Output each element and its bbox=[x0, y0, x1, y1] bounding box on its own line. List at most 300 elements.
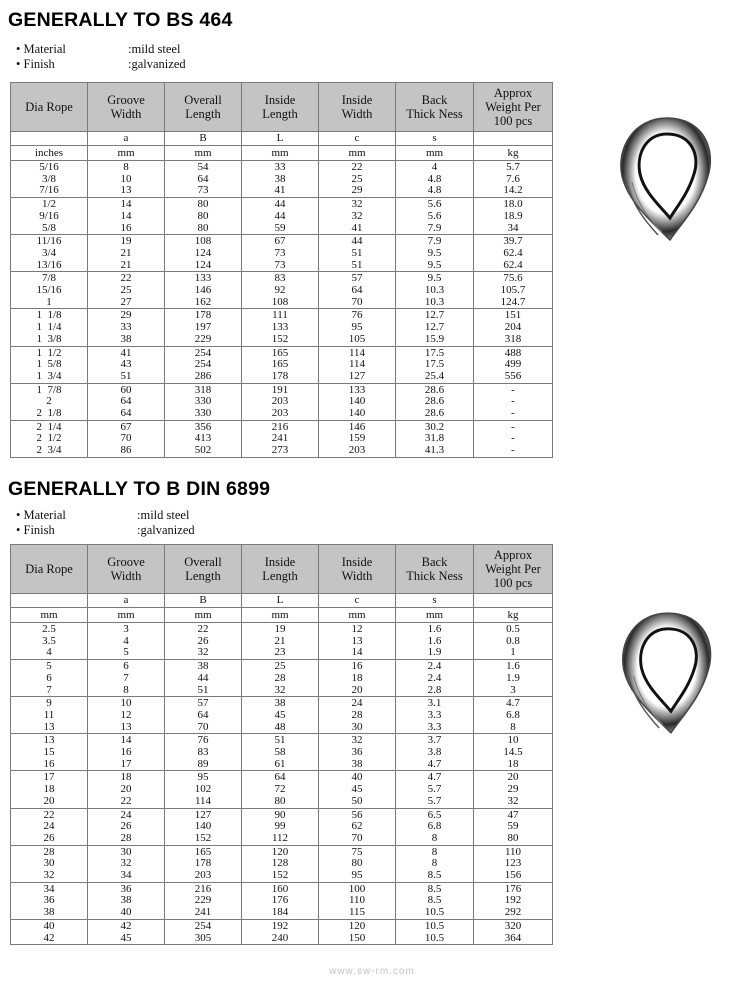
table-cell bbox=[165, 309, 242, 346]
cell-value: 18 bbox=[43, 783, 55, 796]
cell-value: 140 bbox=[194, 820, 212, 833]
table-row-group bbox=[11, 272, 553, 309]
cell-value: 10 bbox=[120, 172, 132, 185]
cell-value: 44 bbox=[197, 671, 209, 684]
cell-value: 40 bbox=[120, 906, 132, 919]
cell-value: 32 bbox=[351, 734, 363, 747]
cell-value: 80 bbox=[351, 857, 363, 870]
table-cell bbox=[319, 272, 396, 309]
cell-value: 40 bbox=[43, 919, 55, 932]
cell-value: 62 bbox=[351, 820, 363, 833]
cell-value: 5.7 bbox=[427, 783, 442, 796]
cell-value: 176 bbox=[504, 882, 522, 895]
table-cell bbox=[11, 845, 88, 882]
cell-value: 4.7 bbox=[506, 697, 520, 710]
column-header: Dia Rope bbox=[11, 83, 88, 132]
cell-value: 13 bbox=[351, 634, 363, 647]
table-cell bbox=[474, 808, 553, 845]
table-cell bbox=[242, 919, 319, 944]
unit-cell: mm bbox=[88, 146, 165, 161]
cell-value: 51 bbox=[197, 683, 209, 696]
cell-value: 8.5 bbox=[427, 869, 442, 882]
table-cell bbox=[474, 771, 553, 808]
cell-value: 6.5 bbox=[427, 808, 442, 821]
cell-value: 38 bbox=[43, 906, 55, 919]
unit-cell: mm bbox=[242, 608, 319, 623]
cell-value: 146 bbox=[348, 420, 366, 433]
symbol-cell: c bbox=[319, 132, 396, 146]
table-cell bbox=[319, 771, 396, 808]
unit-row bbox=[11, 146, 553, 161]
symbol-cell bbox=[11, 132, 88, 146]
cell-value: 22 bbox=[120, 794, 132, 807]
table-row-group bbox=[11, 420, 553, 457]
cell-value: 286 bbox=[194, 369, 212, 382]
cell-value: 38 bbox=[120, 332, 132, 345]
table-cell bbox=[11, 808, 88, 845]
cell-value: 123 bbox=[504, 857, 522, 870]
table-cell bbox=[319, 919, 396, 944]
column-header: Groove Width bbox=[88, 83, 165, 132]
table-row-group bbox=[11, 346, 553, 383]
cell-value: 62.4 bbox=[503, 246, 523, 259]
cell-value: 1.6 bbox=[427, 634, 442, 647]
table-cell bbox=[396, 309, 474, 346]
table-cell bbox=[88, 808, 165, 845]
cell-value: 76 bbox=[351, 309, 363, 322]
cell-value: 13 bbox=[43, 734, 55, 747]
table-cell bbox=[165, 383, 242, 420]
table-cell bbox=[165, 161, 242, 198]
cell-value: 64 bbox=[351, 284, 363, 297]
table-cell bbox=[11, 235, 88, 272]
unit-cell: mm bbox=[242, 146, 319, 161]
cell-value: 273 bbox=[271, 444, 289, 457]
cell-value: 2 1/8 bbox=[36, 407, 62, 420]
cell-value: 4.8 bbox=[427, 172, 442, 185]
section-title-bs464: GENERALLY TO BS 464 bbox=[8, 9, 233, 31]
cell-value: 32 bbox=[197, 646, 209, 659]
cell-value: 162 bbox=[194, 295, 212, 308]
cell-value: 4 bbox=[431, 161, 438, 173]
cell-value: 45 bbox=[351, 783, 363, 796]
cell-value: 10.5 bbox=[424, 931, 445, 944]
cell-value: 1 1/4 bbox=[36, 321, 62, 334]
cell-value: 38 bbox=[351, 757, 363, 770]
table-cell bbox=[88, 383, 165, 420]
cell-value: 318 bbox=[194, 383, 212, 396]
symbol-cell bbox=[11, 594, 88, 608]
table-cell bbox=[88, 845, 165, 882]
cell-value: 21 bbox=[274, 634, 286, 647]
unit-cell: mm bbox=[88, 608, 165, 623]
cell-value: 2 1/4 bbox=[36, 420, 62, 433]
finish-value: :galvanized bbox=[137, 523, 195, 537]
cell-value: 13 bbox=[43, 720, 55, 733]
cell-value: 28 bbox=[43, 845, 55, 858]
cell-value: 192 bbox=[271, 919, 289, 932]
cell-value: 3.7 bbox=[427, 734, 442, 747]
column-header: Dia Rope bbox=[11, 545, 88, 594]
table-cell bbox=[11, 771, 88, 808]
table-cell bbox=[319, 808, 396, 845]
cell-value: 51 bbox=[351, 258, 363, 271]
column-header: Inside Length bbox=[242, 83, 319, 132]
cell-value: 64 bbox=[120, 407, 132, 420]
cell-value: 165 bbox=[271, 346, 289, 359]
cell-value: 8 bbox=[431, 845, 438, 858]
cell-value: 44 bbox=[351, 235, 363, 248]
cell-value: 80 bbox=[507, 831, 519, 844]
table-row-group bbox=[11, 845, 553, 882]
cell-value: 4.7 bbox=[427, 771, 442, 784]
cell-value: 72 bbox=[274, 783, 286, 796]
table-cell bbox=[88, 198, 165, 235]
cell-value: 61 bbox=[274, 757, 286, 770]
cell-value: 57 bbox=[351, 272, 363, 285]
table-cell bbox=[242, 697, 319, 734]
cell-value: 54 bbox=[197, 161, 209, 173]
cell-value: 30 bbox=[351, 720, 363, 733]
cell-value: 16 bbox=[120, 746, 132, 759]
cell-value: 292 bbox=[504, 906, 522, 919]
finish-label: • Finish bbox=[16, 523, 55, 537]
cell-value: 38 bbox=[120, 894, 132, 907]
symbol-cell: c bbox=[319, 594, 396, 608]
table-cell bbox=[396, 882, 474, 919]
cell-value: 25 bbox=[120, 284, 132, 297]
cell-value: 41 bbox=[274, 184, 286, 197]
cell-value: - bbox=[511, 432, 515, 445]
symbol-row bbox=[11, 594, 553, 608]
table-cell bbox=[474, 235, 553, 272]
cell-value: 7.6 bbox=[506, 172, 520, 185]
cell-value: 2 bbox=[46, 395, 52, 408]
unit-cell: kg bbox=[474, 608, 553, 623]
cell-value: 5 bbox=[123, 646, 129, 659]
column-header: Approx Weight Per 100 pcs bbox=[474, 83, 553, 132]
cell-value: 165 bbox=[194, 845, 212, 858]
cell-value: 17 bbox=[43, 771, 55, 784]
cell-value: 64 bbox=[274, 771, 286, 784]
cell-value: 152 bbox=[271, 869, 289, 882]
cell-value: 67 bbox=[274, 235, 286, 248]
cell-value: 8 bbox=[123, 683, 129, 696]
cell-value: 32 bbox=[120, 857, 132, 870]
cell-value: 75 bbox=[351, 845, 363, 858]
cell-value: 1 7/8 bbox=[36, 383, 62, 396]
table-cell bbox=[396, 771, 474, 808]
cell-value: 28 bbox=[351, 708, 363, 721]
column-header: Inside Width bbox=[319, 545, 396, 594]
cell-value: 108 bbox=[271, 295, 289, 308]
table-cell bbox=[242, 882, 319, 919]
footer-url: www.sw-rm.com bbox=[329, 966, 415, 977]
cell-value: 3/4 bbox=[41, 246, 57, 259]
table-cell bbox=[396, 198, 474, 235]
cell-value: 6 bbox=[123, 660, 129, 673]
cell-value: 197 bbox=[194, 321, 212, 334]
table-cell bbox=[242, 346, 319, 383]
cell-value: 191 bbox=[271, 383, 289, 396]
table-cell bbox=[11, 623, 88, 660]
cell-value: 146 bbox=[194, 284, 212, 297]
column-header: Inside Length bbox=[242, 545, 319, 594]
table-cell bbox=[11, 697, 88, 734]
table-cell bbox=[165, 346, 242, 383]
cell-value: 16 bbox=[351, 660, 363, 673]
cell-value: 8 bbox=[510, 720, 516, 733]
cell-value: 32 bbox=[351, 209, 363, 222]
cell-value: 1 1/2 bbox=[36, 346, 62, 359]
cell-value: 114 bbox=[348, 358, 366, 371]
cell-value: 16 bbox=[43, 757, 55, 770]
cell-value: 28.6 bbox=[424, 395, 445, 408]
table-cell bbox=[396, 235, 474, 272]
cell-value: 83 bbox=[197, 746, 209, 759]
symbol-cell: B bbox=[165, 594, 242, 608]
cell-value: 70 bbox=[120, 432, 132, 445]
cell-value: 43 bbox=[120, 358, 132, 371]
table-cell bbox=[165, 623, 242, 660]
table-row-group bbox=[11, 660, 553, 697]
cell-value: 70 bbox=[351, 295, 363, 308]
cell-value: 45 bbox=[274, 708, 286, 721]
finish-label: • Finish bbox=[16, 57, 55, 71]
cell-value: 50 bbox=[351, 794, 363, 807]
cell-value: - bbox=[511, 407, 515, 420]
column-header: Back Thick Ness bbox=[396, 545, 474, 594]
table-row-group bbox=[11, 161, 553, 198]
table-cell bbox=[11, 882, 88, 919]
table-cell bbox=[242, 623, 319, 660]
cell-value: 20 bbox=[120, 783, 132, 796]
cell-value: 64 bbox=[197, 172, 209, 185]
cell-value: 14.2 bbox=[503, 184, 523, 197]
cell-value: 241 bbox=[194, 906, 212, 919]
table-cell bbox=[165, 771, 242, 808]
cell-value: 13 bbox=[120, 184, 132, 197]
cell-value: 9.5 bbox=[427, 258, 442, 271]
cell-value: 5/8 bbox=[41, 221, 57, 234]
cell-value: 33 bbox=[120, 321, 132, 334]
cell-value: 32 bbox=[507, 794, 519, 807]
table-row-group bbox=[11, 882, 553, 919]
cell-value: 18 bbox=[351, 671, 363, 684]
cell-value: 20 bbox=[507, 771, 519, 784]
table-cell bbox=[11, 346, 88, 383]
thimble-image-icon bbox=[612, 110, 722, 245]
cell-value: 5.7 bbox=[427, 794, 442, 807]
cell-value: 178 bbox=[271, 369, 289, 382]
cell-value: 1.9 bbox=[506, 671, 520, 684]
cell-value: 1 3/4 bbox=[36, 369, 62, 382]
cell-value: 320 bbox=[504, 919, 522, 932]
material-label: • Material bbox=[16, 42, 66, 56]
cell-value: 17.5 bbox=[424, 346, 445, 359]
unit-cell: mm bbox=[165, 608, 242, 623]
table-cell bbox=[88, 235, 165, 272]
cell-value: 5.6 bbox=[427, 209, 442, 222]
cell-value: 9.5 bbox=[427, 246, 442, 259]
cell-value: 7/8 bbox=[41, 272, 57, 285]
column-header: Approx Weight Per 100 pcs bbox=[474, 545, 553, 594]
table-cell bbox=[242, 272, 319, 309]
material-value: :mild steel bbox=[137, 508, 190, 522]
thimble-image-icon bbox=[614, 604, 722, 739]
cell-value: 80 bbox=[197, 221, 209, 234]
cell-value: 254 bbox=[194, 346, 212, 359]
symbol-cell: s bbox=[396, 594, 474, 608]
cell-value: 364 bbox=[504, 931, 522, 944]
cell-value: 28.6 bbox=[424, 407, 445, 420]
symbol-cell bbox=[474, 132, 553, 146]
cell-value: 34 bbox=[120, 869, 132, 882]
cell-value: 25 bbox=[274, 660, 286, 673]
cell-value: 29 bbox=[351, 184, 363, 197]
table-cell bbox=[396, 660, 474, 697]
cell-value: 192 bbox=[504, 894, 522, 907]
table-cell bbox=[242, 845, 319, 882]
cell-value: 12.7 bbox=[424, 321, 445, 334]
table-cell bbox=[396, 383, 474, 420]
cell-value: 28.6 bbox=[424, 383, 445, 396]
cell-value: 0.5 bbox=[506, 623, 520, 635]
cell-value: 2.4 bbox=[427, 660, 442, 673]
cell-value: 133 bbox=[348, 383, 366, 396]
table-row-group bbox=[11, 309, 553, 346]
column-header: Overall Length bbox=[165, 545, 242, 594]
unit-cell: mm bbox=[396, 146, 474, 161]
cell-value: 128 bbox=[271, 857, 289, 870]
cell-value: 45 bbox=[120, 931, 132, 944]
cell-value: 58 bbox=[274, 746, 286, 759]
cell-value: 34 bbox=[507, 221, 519, 234]
cell-value: 26 bbox=[120, 820, 132, 833]
cell-value: 19 bbox=[120, 235, 132, 248]
cell-value: 51 bbox=[274, 734, 286, 747]
cell-value: 488 bbox=[504, 346, 522, 359]
table-cell bbox=[88, 161, 165, 198]
cell-value: 3.8 bbox=[427, 746, 442, 759]
cell-value: 112 bbox=[271, 831, 289, 844]
cell-value: 178 bbox=[194, 309, 212, 322]
cell-value: 556 bbox=[504, 369, 522, 382]
cell-value: 15.9 bbox=[424, 332, 445, 345]
table-cell bbox=[319, 420, 396, 457]
cell-value: 151 bbox=[504, 309, 522, 322]
table-cell bbox=[474, 660, 553, 697]
cell-value: 20 bbox=[351, 683, 363, 696]
cell-value: 5.6 bbox=[427, 198, 442, 211]
table-cell bbox=[88, 623, 165, 660]
cell-value: 6.8 bbox=[506, 708, 520, 721]
cell-value: 140 bbox=[348, 407, 366, 420]
table-cell bbox=[396, 272, 474, 309]
cell-value: 95 bbox=[351, 869, 363, 882]
header-row bbox=[11, 83, 553, 132]
cell-value: 42 bbox=[120, 919, 132, 932]
table-row-group bbox=[11, 697, 553, 734]
cell-value: 14 bbox=[351, 646, 363, 659]
cell-value: 6.8 bbox=[427, 820, 442, 833]
table-cell bbox=[11, 198, 88, 235]
table-cell bbox=[242, 420, 319, 457]
cell-value: 203 bbox=[271, 407, 289, 420]
cell-value: 64 bbox=[120, 395, 132, 408]
cell-value: 10 bbox=[507, 734, 519, 747]
table-row-group bbox=[11, 808, 553, 845]
symbol-cell: a bbox=[88, 132, 165, 146]
cell-value: 64 bbox=[197, 708, 209, 721]
cell-value: 1.6 bbox=[506, 660, 520, 673]
cell-value: 44 bbox=[274, 198, 286, 211]
table-row-group bbox=[11, 771, 553, 808]
table-cell bbox=[242, 383, 319, 420]
cell-value: 38 bbox=[274, 697, 286, 710]
cell-value: 10.3 bbox=[424, 295, 445, 308]
cell-value: 4.8 bbox=[427, 184, 442, 197]
cell-value: 178 bbox=[194, 857, 212, 870]
cell-value: 83 bbox=[274, 272, 286, 285]
cell-value: 1 3/8 bbox=[36, 332, 62, 345]
table-cell bbox=[165, 882, 242, 919]
table-cell bbox=[396, 845, 474, 882]
cell-value: 15/16 bbox=[36, 284, 62, 297]
cell-value: 1/2 bbox=[41, 198, 57, 211]
cell-value: 240 bbox=[271, 931, 289, 944]
cell-value: 7/16 bbox=[39, 184, 59, 197]
cell-value: 3/8 bbox=[41, 172, 57, 185]
cell-value: 95 bbox=[197, 771, 209, 784]
table-cell bbox=[319, 346, 396, 383]
cell-value: 73 bbox=[197, 184, 209, 197]
table-cell bbox=[474, 309, 553, 346]
cell-value: 2.8 bbox=[427, 683, 442, 696]
unit-cell: inches bbox=[11, 146, 88, 161]
cell-value: 254 bbox=[194, 358, 212, 371]
table-cell bbox=[242, 161, 319, 198]
cell-value: 1.9 bbox=[427, 646, 442, 659]
table-cell bbox=[165, 235, 242, 272]
table-cell bbox=[88, 272, 165, 309]
cell-value: 8 bbox=[431, 831, 438, 844]
cell-value: 1.6 bbox=[427, 623, 442, 635]
table-cell bbox=[242, 808, 319, 845]
cell-value: 216 bbox=[271, 420, 289, 433]
cell-value: 184 bbox=[271, 906, 289, 919]
cell-value: 111 bbox=[272, 309, 288, 322]
cell-value: 10.3 bbox=[424, 284, 445, 297]
cell-value: 44 bbox=[274, 209, 286, 222]
cell-value: 33 bbox=[274, 161, 286, 173]
cell-value: 90 bbox=[274, 808, 286, 821]
cell-value: 92 bbox=[274, 284, 286, 297]
column-header: Groove Width bbox=[88, 545, 165, 594]
cell-value: 32 bbox=[351, 198, 363, 211]
table-cell bbox=[88, 882, 165, 919]
symbol-cell: B bbox=[165, 132, 242, 146]
cell-value: 1 5/8 bbox=[36, 358, 62, 371]
cell-value: 30.2 bbox=[424, 420, 445, 433]
cell-value: 4 bbox=[46, 646, 52, 659]
cell-value: 75.6 bbox=[503, 272, 523, 285]
cell-value: 11 bbox=[43, 708, 55, 721]
cell-value: 356 bbox=[194, 420, 212, 433]
cell-value: 5/16 bbox=[39, 161, 59, 173]
table-cell bbox=[474, 623, 553, 660]
cell-value: 1 bbox=[510, 646, 516, 659]
